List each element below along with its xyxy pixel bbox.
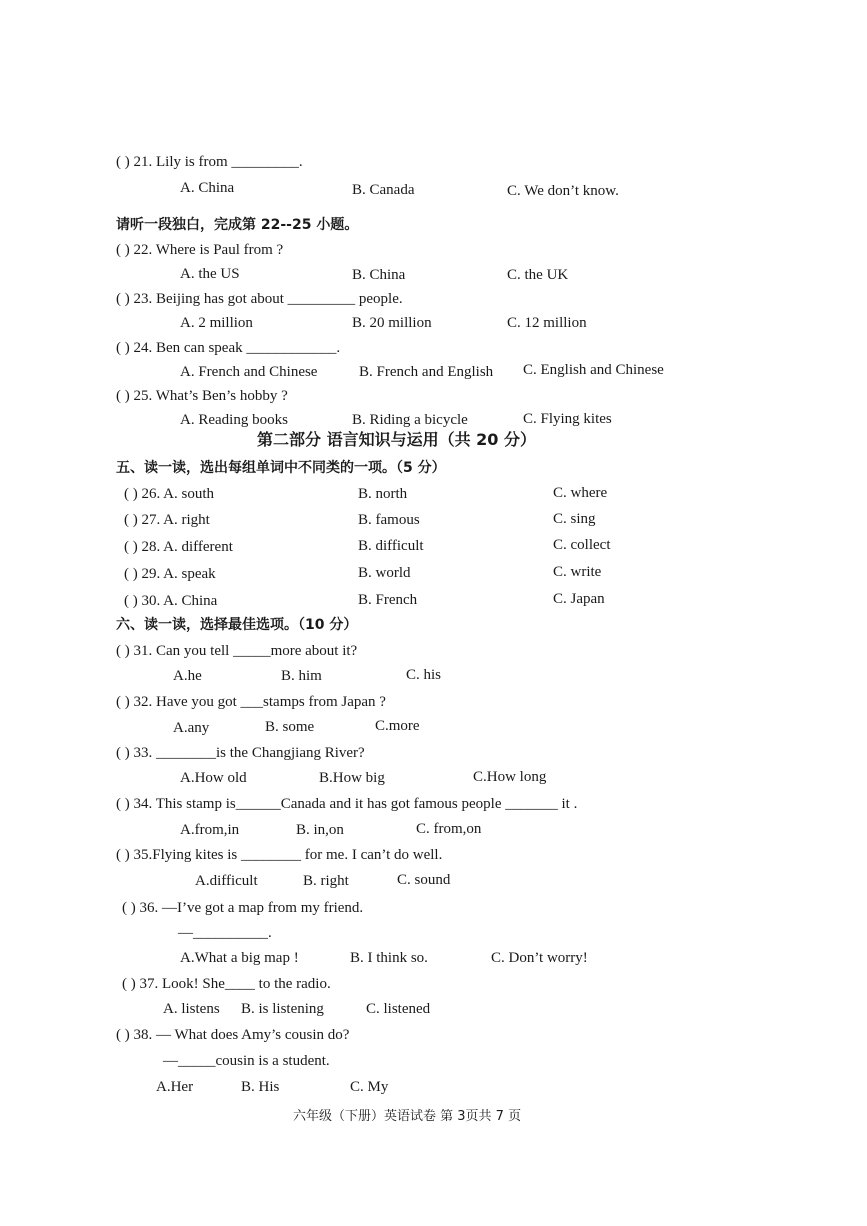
question-28-stem: ( ) 28. A. different <box>124 539 233 555</box>
question-38-option-a: A.Her <box>156 1079 194 1095</box>
question-29-option-c: C. write <box>553 564 602 580</box>
question-21-option-a: A. China <box>180 180 235 196</box>
question-34-option-c: C. from,on <box>416 821 482 837</box>
question-32-option-a: A.any <box>173 720 210 736</box>
question-24-stem: ( ) 24. Ben can speak ____________. <box>116 340 341 356</box>
question-27-stem: ( ) 27. A. right <box>124 512 210 528</box>
question-32-option-c: C.more <box>375 718 420 734</box>
question-24-option-b: B. French and English <box>359 364 494 380</box>
question-31-option-a: A.he <box>173 668 202 684</box>
question-34-option-a: A.from,in <box>180 822 240 838</box>
question-23-option-b: B. 20 million <box>352 315 432 331</box>
part-two-title: 第二部分 语言知识与运用（共 20 分） <box>257 430 536 449</box>
question-35-option-c: C. sound <box>397 872 451 888</box>
question-30-stem: ( ) 30. A. China <box>124 593 218 609</box>
question-24-option-a: A. French and Chinese <box>180 364 318 380</box>
question-21-option-c: C. We don’t know. <box>507 183 619 199</box>
question-31-option-b: B. him <box>281 668 322 684</box>
question-21-option-b: B. Canada <box>352 182 415 198</box>
question-28-option-c: C. collect <box>553 537 611 553</box>
question-34-stem: ( ) 34. This stamp is______Canada and it has got famous people _______ it . <box>116 796 578 812</box>
question-31-option-c: C. his <box>406 667 442 683</box>
question-22-option-a: A. the US <box>180 266 240 282</box>
question-27-option-b: B. famous <box>358 512 420 528</box>
question-32-option-b: B. some <box>265 719 315 735</box>
section-five-title: 五、读一读，选出每组单词中不同类的一项。（5 分） <box>116 460 446 476</box>
question-29-option-b: B. world <box>358 565 411 581</box>
question-23-option-c: C. 12 million <box>507 315 587 331</box>
question-35-option-b: B. right <box>303 873 349 889</box>
question-36-option-a: A.What a big map ! <box>180 950 299 966</box>
question-37-option-b: B. is listening <box>241 1001 324 1017</box>
question-33-option-c: C.How long <box>473 769 547 785</box>
question-37-option-a: A. listens <box>163 1001 220 1017</box>
question-25-option-a: A. Reading books <box>180 412 288 428</box>
question-30-option-c: C. Japan <box>553 591 605 607</box>
question-25-option-c: C. Flying kites <box>523 411 612 427</box>
question-26-stem: ( ) 26. A. south <box>124 486 214 502</box>
question-34-option-b: B. in,on <box>296 822 344 838</box>
question-38-reply: —_____cousin is a student. <box>163 1053 330 1069</box>
question-27-option-c: C. sing <box>553 511 596 527</box>
question-35-option-a: A.difficult <box>195 873 258 889</box>
question-36-option-b: B. I think so. <box>350 950 428 966</box>
page-footer: 六年级（下册）英语试卷 第 3页共 7 页 <box>293 1109 522 1124</box>
question-29-stem: ( ) 29. A. speak <box>124 566 216 582</box>
question-23-stem: ( ) 23. Beijing has got about _________ people. <box>116 291 403 307</box>
question-25-option-b: B. Riding a bicycle <box>352 412 468 428</box>
question-26-option-c: C. where <box>553 485 608 501</box>
question-38-option-b: B. His <box>241 1079 280 1095</box>
question-26-option-b: B. north <box>358 486 408 502</box>
question-33-stem: ( ) 33. ________is the Changjiang River? <box>116 745 365 761</box>
question-28-option-b: B. difficult <box>358 538 424 554</box>
question-24-option-c: C. English and Chinese <box>523 362 664 378</box>
instruction-22-25: 请听一段独白，完成第 22--25 小题。 <box>116 217 359 233</box>
question-22-option-c: C. the UK <box>507 267 569 283</box>
question-31-stem: ( ) 31. Can you tell _____more about it? <box>116 643 358 659</box>
question-36-stem: ( ) 36. —I’ve got a map from my friend. <box>122 900 364 916</box>
question-22-option-b: B. China <box>352 267 406 283</box>
question-33-option-a: A.How old <box>180 770 247 786</box>
section-six-title: 六、读一读，选择最佳选项。（10 分） <box>116 617 358 633</box>
question-30-option-b: B. French <box>358 592 418 608</box>
question-33-option-b: B.How big <box>319 770 385 786</box>
question-38-stem: ( ) 38. — What does Amy’s cousin do? <box>116 1027 350 1043</box>
question-38-option-c: C. My <box>350 1079 389 1095</box>
question-37-stem: ( ) 37. Look! She____ to the radio. <box>122 976 331 992</box>
question-37-option-c: C. listened <box>366 1001 431 1017</box>
question-36-option-c: C. Don’t worry! <box>491 950 588 966</box>
question-36-reply: —__________. <box>178 925 272 941</box>
question-21-stem: ( ) 21. Lily is from _________. <box>116 154 303 170</box>
question-23-option-a: A. 2 million <box>180 315 253 331</box>
question-32-stem: ( ) 32. Have you got ___stamps from Japan ? <box>116 694 386 710</box>
question-25-stem: ( ) 25. What’s Ben’s hobby ? <box>116 388 288 404</box>
question-35-stem: ( ) 35.Flying kites is ________ for me. I can’t do well. <box>116 847 443 863</box>
question-22-stem: ( ) 22. Where is Paul from ? <box>116 242 284 258</box>
